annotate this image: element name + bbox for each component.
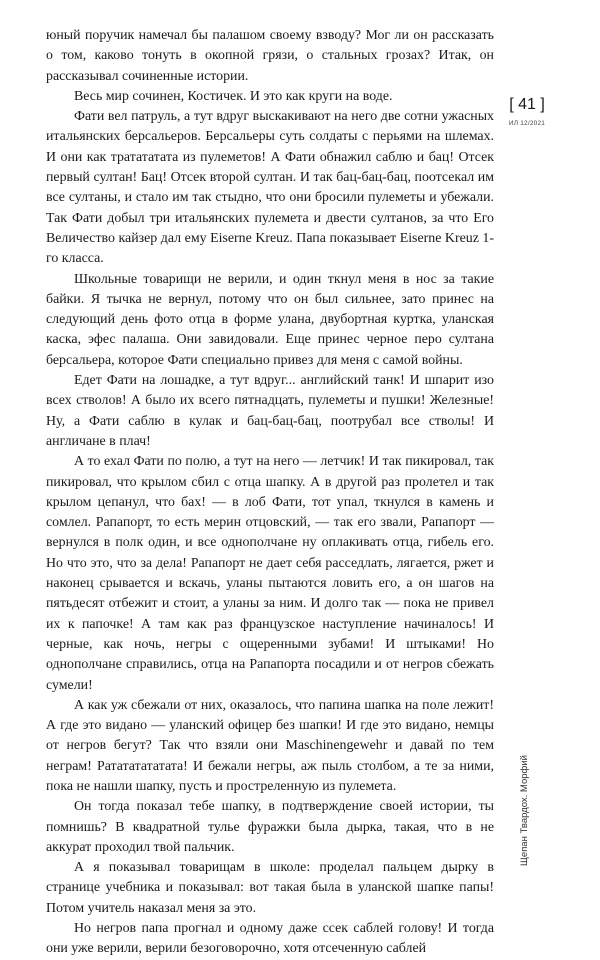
paragraph-10: Но негров папа прогнал и одному даже ссек саблей голову! И тогда они уже верили, верили безоговорочно, хотя отсеченную саблей [46, 921, 494, 957]
page-number: [ 41 ] [509, 96, 545, 113]
paragraph-7: А как уж сбежали от них, оказалось, что папина шапка на поле лежит! А где это видано — уланский офицер без шапки! И где это видано, немцы от негров бегут? Так что взяли они Maschinengewehr и давай по тем неграм! Ратататататата! И бежали негры, аж пыль столбом, а те за ними, пока не нашли шапку, пусть и простреленную из пулемета. [46, 697, 494, 794]
paragraph-4: Школьные товарищи не верили, и один ткнул меня в нос за такие байки. Я тычка не вернул, потому что он был сильнее, зато принес на следующий день фото отца в форме улана, двубортная куртка, уланская каска, эфес палаша. Они завидовали. Еще принес черное перо султана берсальера, которое Фати специально привез для меня с самой войны. [46, 271, 494, 368]
running-title: Щепан Твардох. Морфий [519, 755, 530, 866]
paragraph-1: юный поручик намечал бы палашом своему взводу? Мог ли он рассказать о том, каково тонуть в окопной грязи, о стальных грозах? Итак, он рассказывал сочиненные истории. [46, 28, 494, 84]
paragraph-5: Едет Фати на лошадке, а тут вдруг... английский танк! И шпарит изо всех стволов! А было их всего пятнадцать, пулеметы и пушки! Железные! Ну, а Фати саблю в кулак и бац-бац-бац, поотрубал все стволы! И англичане в плач! [46, 373, 494, 449]
paragraph-8: Он тогда показал тебе шапку, в подтверждение своей истории, ты помнишь? В квадратной тулье фуражки была дырка, такая, что в не аккурат проходил твой пальчик. [46, 799, 494, 855]
paragraph-2: Весь мир сочинен, Костичек. И это как круги на воде. [74, 88, 393, 104]
paragraph-3: Фати вел патруль, а тут вдруг выскакивают на него две сотни ужасных итальянских берсальеров. Берсальеры суть солдаты с перьями на шлемах. И они как тратататата из пулеметов! А Фати обнажил саблю и бац! Отсек первый султан! Бац! Отсек второй султан. И так бац-бац-бац, поотсекал им все султаны, и стало им так стыдно, что они бросили пулеметы и убежали. Так Фати добыл три итальянских пулемета и двести султанов, за что Его Величество кайзер дал ему Eiserne Kreuz. Папа показывает Eiserne Kreuz 1-го класса. [46, 109, 494, 267]
paragraph-9: А я показывал товарищам в школе: проделал пальцем дырку в странице учебника и показывал: вот такая была в уланской шапке папы! Потом учитель наказал меня за это. [46, 860, 494, 916]
issue-label: ИЛ 12/2021 [508, 120, 546, 127]
page-body-text [46, 26, 494, 960]
paragraph-6: А то ехал Фати по полю, а тут на него — летчик! И так пикировал, так пикировал, что крылом сбил с отца шапку. А в другой раз пролетел и так крылом цепанул, что бах! — в лоб Фати, тот упал, ткнулся в камень и сомлел. Рапапорт, то есть мерин отцовский, — так его звали, Рапапорт — вернулся в полк один, и все однополчане ну оплакивать отца, гибель его. Но что это, что за дела! Рапапорт не дает себя расседлать, лягается, ржет и наконец срывается и вскачь, уланы пытаются ловить его, а он шагов на пятьдесят отбежит и стоит, а уланы за ним. И долго так — пока не привел их к папочке! А там как раз французское наступление начиналось! И черные, как ночь, негры с ощеренными зубами! И штыками! Но однополчане справились, отца на Рапапорта посадили и от негров сбежать сумели! [46, 454, 494, 693]
